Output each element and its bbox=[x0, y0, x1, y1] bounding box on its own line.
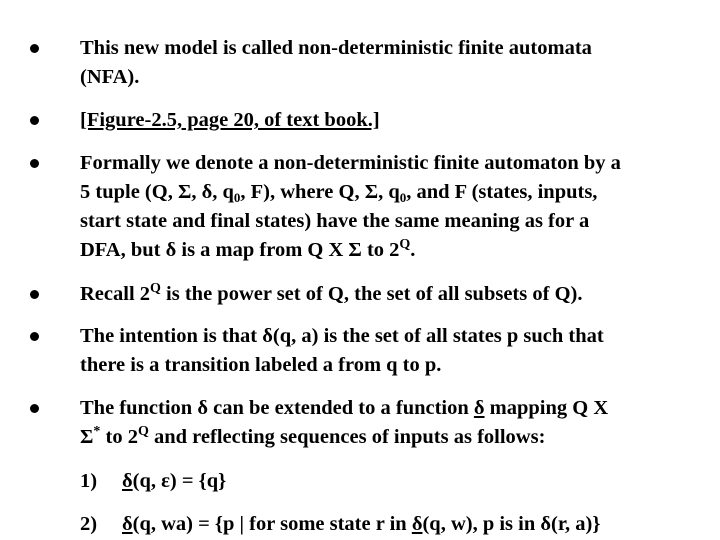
bullet-text bbox=[80, 106, 705, 135]
text-line: This new model is called non-deterministic finite automata bbox=[80, 37, 592, 59]
text-line: (NFA). bbox=[80, 66, 140, 88]
figure-reference: [Figure-2.5, page 20, of text book.] bbox=[80, 109, 380, 131]
text-line: DFA, but δ is a map from Q X Σ to $2^Q$. bbox=[80, 237, 416, 261]
formula: δ(q, ε) = {q} bbox=[122, 470, 227, 492]
item-number: 2) bbox=[80, 513, 98, 535]
item-number: 1) bbox=[80, 470, 98, 492]
text-line: Σ* to $2^Q$ and reflecting sequences of inputs as follows: bbox=[80, 424, 546, 448]
bullet-text bbox=[80, 149, 705, 265]
bullet-dot bbox=[30, 290, 39, 299]
text-line: The function δ can be extended to a function δ mapping Q X bbox=[80, 397, 609, 419]
bullet-text bbox=[80, 322, 705, 380]
text-line: Recall $2^Q$ is the power set of Q, the set of all subsets of Q). bbox=[80, 281, 583, 305]
text-line: 5 tuple (Q, Σ, δ, $q_0$, F), where Q, Σ, $q_0$, and F (states, inputs, bbox=[80, 181, 598, 205]
text-line: Formally we denote a non-deterministic finite automaton by a bbox=[80, 152, 621, 174]
bullet-text bbox=[80, 394, 705, 452]
bullet-dot bbox=[30, 332, 39, 341]
numbered-item bbox=[80, 510, 600, 539]
bullet-dot bbox=[30, 404, 39, 413]
bullet-dot bbox=[30, 44, 39, 53]
text-line: there is a transition labeled a from q to p. bbox=[80, 354, 442, 376]
numbered-item bbox=[80, 467, 226, 496]
text-line: start state and final states) have the same meaning as for a bbox=[80, 210, 590, 232]
text-line: The intention is that δ(q, a) is the set of all states p such that bbox=[80, 325, 604, 347]
bullet-dot bbox=[30, 116, 39, 125]
bullet-text bbox=[80, 280, 705, 309]
bullet-dot bbox=[30, 159, 39, 168]
bullet-text bbox=[80, 34, 705, 92]
formula: δ(q, wa) = {p | for some state r in δ(q, w), p is in δ(r, a)} bbox=[122, 513, 601, 535]
